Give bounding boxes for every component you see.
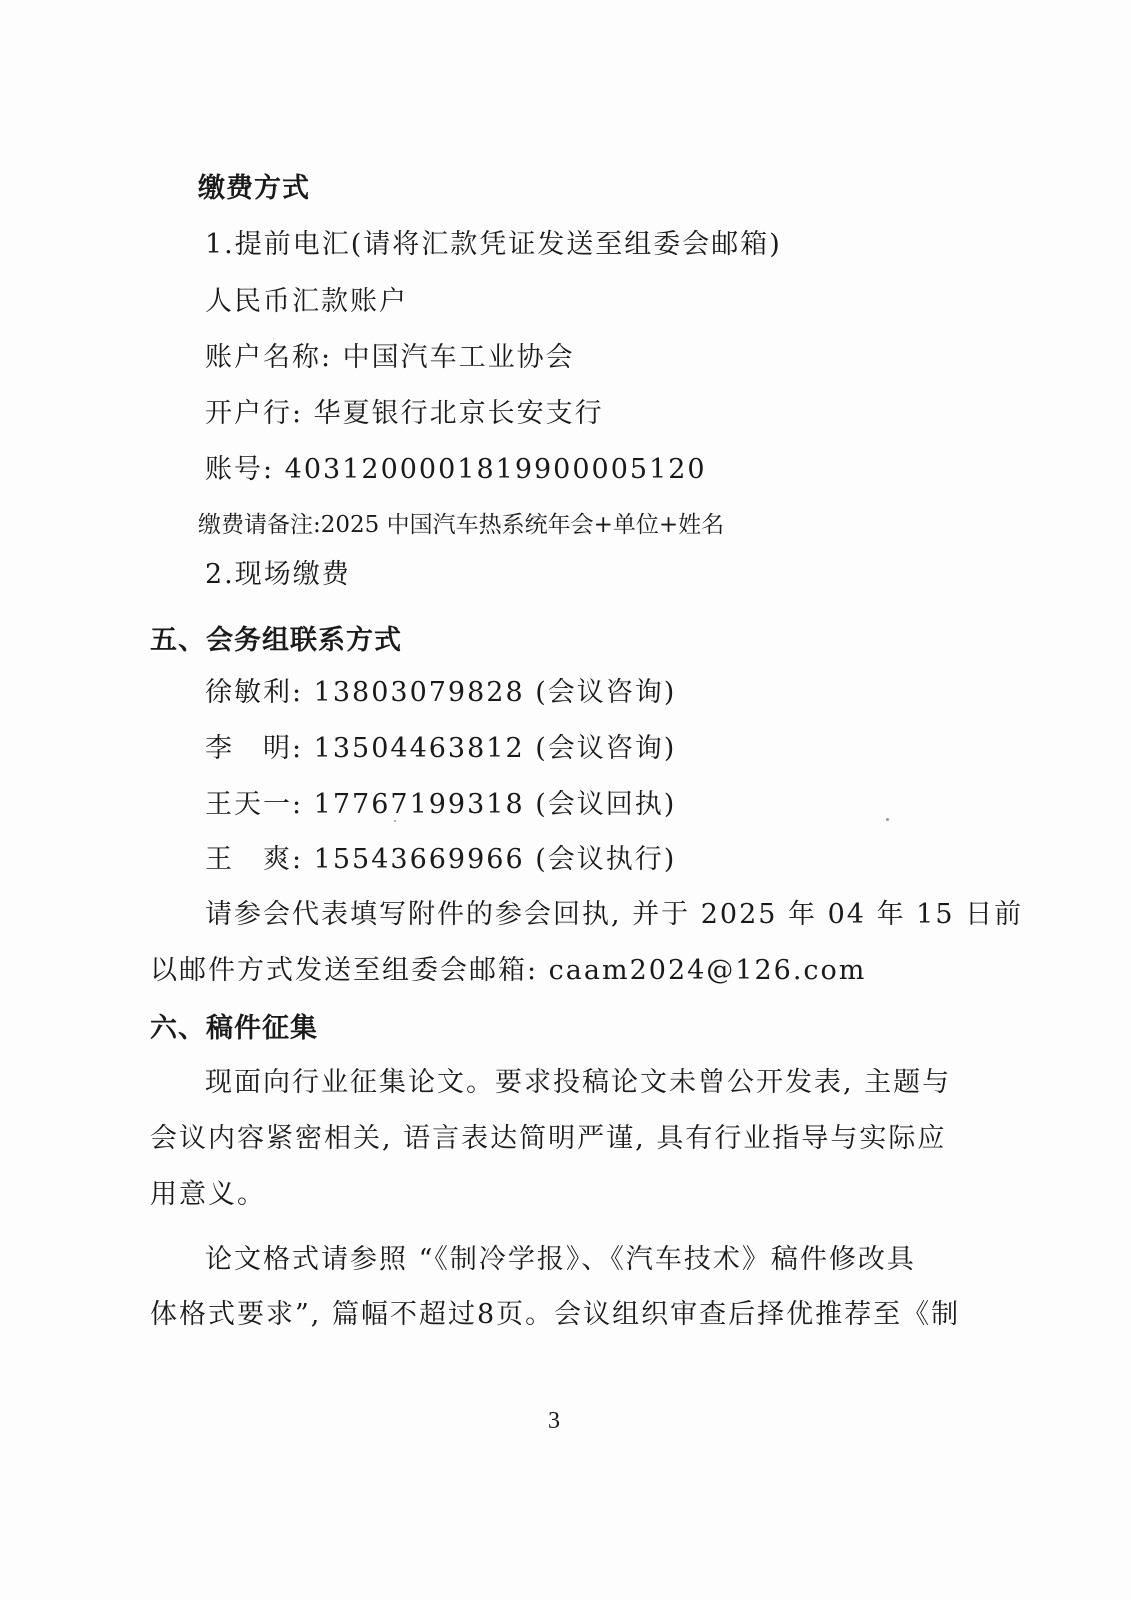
contact-item: 王天一: 17767199318 (会议回执) xyxy=(205,789,677,820)
contacts-heading: 五、会务组联系方式 xyxy=(150,625,402,656)
contact-item: 王 爽: 15543669966 (会议执行) xyxy=(205,844,677,875)
papers-para2-line-2: 体格式要求”, 篇幅不超过8页。会议组织审查后择优推荐至《制 xyxy=(150,1299,961,1330)
account-name: 账户名称: 中国汽车工业协会 xyxy=(205,342,575,373)
papers-para1-line-2: 会议内容紧密相关, 语言表达简明严谨, 具有行业指导与实际应 xyxy=(150,1123,947,1154)
contact-item: 李 明: 13504463812 (会议咨询) xyxy=(205,733,677,764)
payment-remark: 缴费请备注:2025 中国汽车热系统年会+单位+姓名 xyxy=(198,512,725,538)
scan-speck xyxy=(394,820,396,822)
contact-item: 徐敏利: 13803079828 (会议咨询) xyxy=(205,677,677,708)
payment-heading: 缴费方式 xyxy=(198,173,310,204)
payment-method-2: 2.现场缴费 xyxy=(205,559,351,590)
scan-speck xyxy=(886,818,889,821)
papers-heading: 六、稿件征集 xyxy=(150,1013,318,1044)
account-number: 账号: 40312000018199000051​20 xyxy=(205,454,707,485)
papers-para1-line-3: 用意义。 xyxy=(150,1179,266,1210)
page-number: 3 xyxy=(548,1408,560,1434)
papers-para2-line-1: 论文格式请参照 “《制冷学报》、《汽车技术》稿件修改具 xyxy=(205,1244,916,1275)
papers-para1-line-1: 现面向行业征集论文。要求投稿论文未曾公开发表, 主题与 xyxy=(205,1067,952,1098)
account-type: 人民币汇款账户 xyxy=(205,286,408,317)
bank-name: 开户行: 华夏银行北京长安支行 xyxy=(205,398,604,429)
payment-method-1: 1.提前电汇(请将汇款凭证发送至组委会邮箱) xyxy=(205,229,782,260)
contacts-note-line-1: 请参会代表填写附件的参会回执, 并于 2025 年 04 年 15 日前 xyxy=(205,899,1024,930)
contacts-note-line-2: 以邮件方式发送至组委会邮箱: caam2024@126.com xyxy=(150,955,867,986)
